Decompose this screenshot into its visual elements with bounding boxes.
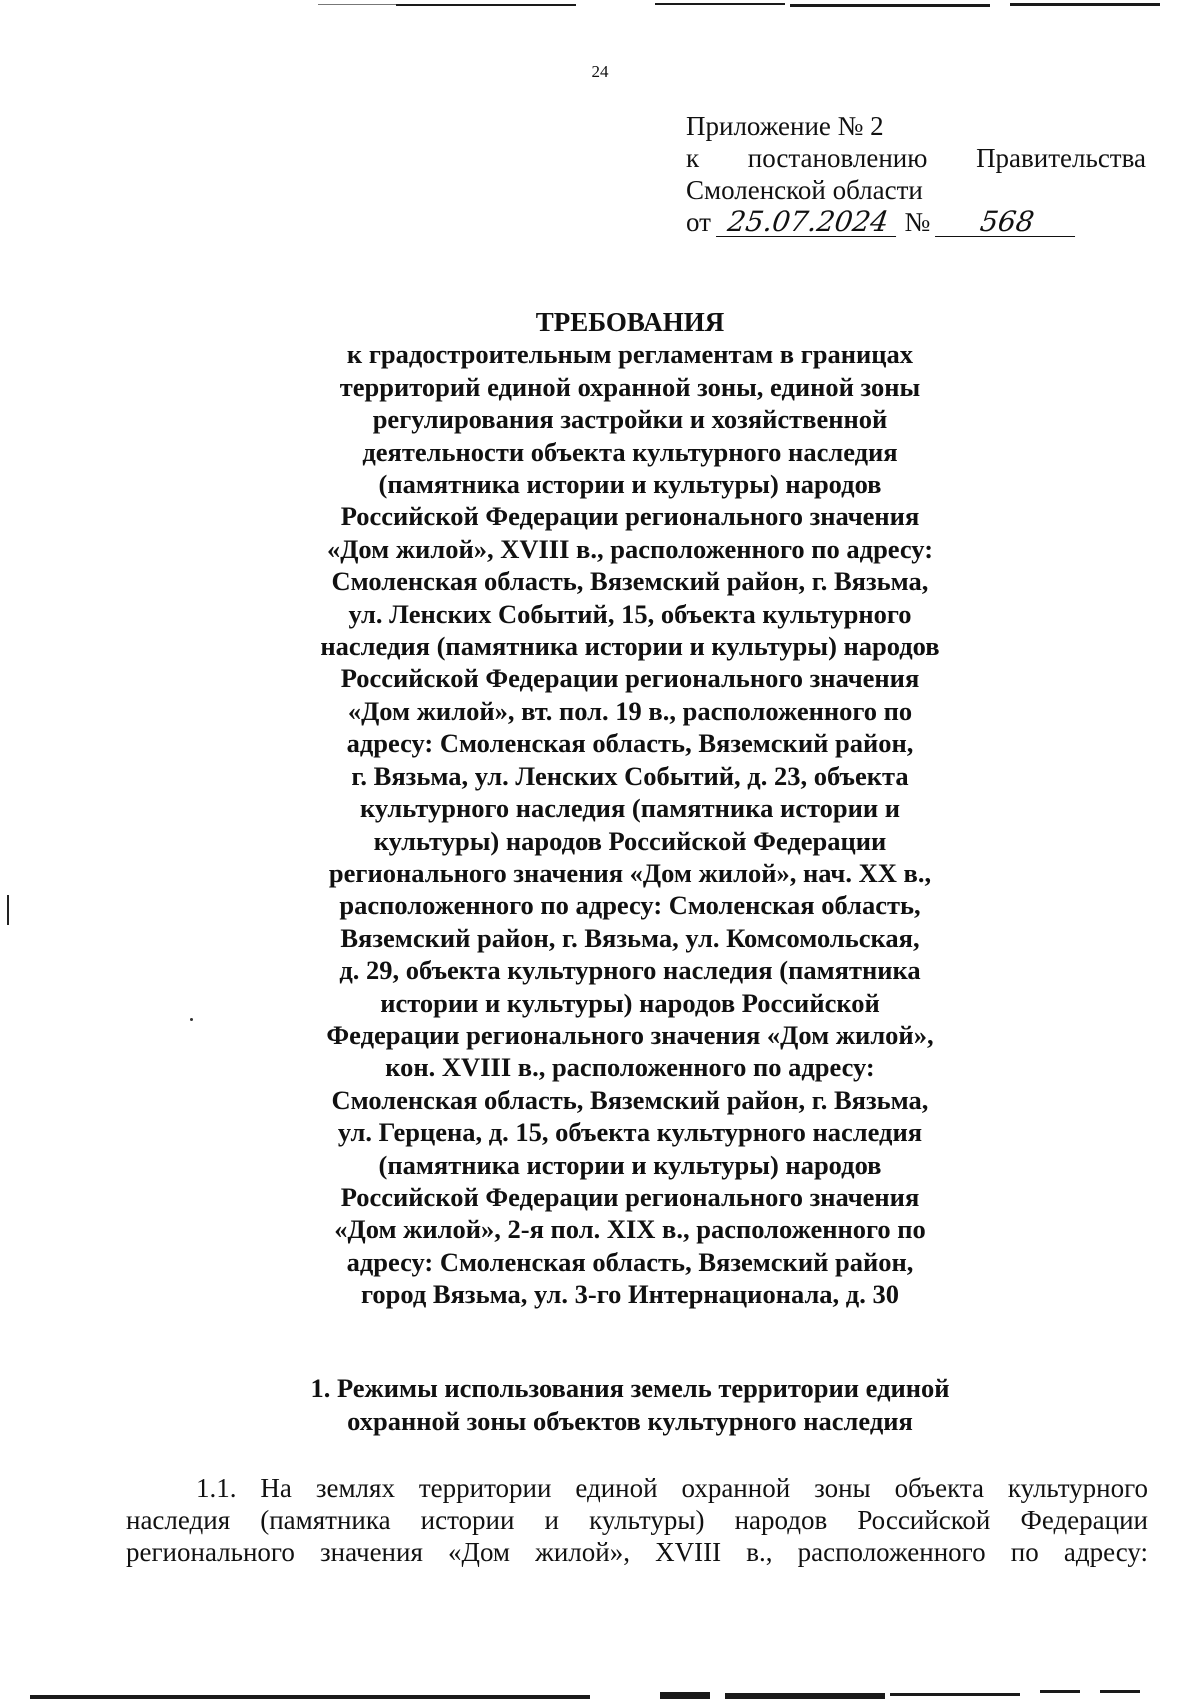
title-line: город Вязьма, ул. 3-го Интернационала, д. 30 xyxy=(361,1279,899,1310)
section-heading xyxy=(200,1372,1060,1438)
title-line: «Дом жилой», 2-я пол. XIX в., расположенного по xyxy=(334,1214,926,1245)
scan-artifact-bottom-6 xyxy=(1100,1690,1140,1693)
appendix-line-1: Приложение № 2 xyxy=(686,111,884,141)
page-number: 24 xyxy=(591,62,609,81)
title-line: «Дом жилой», вт. пол. 19 в., расположенного по xyxy=(347,695,913,726)
scan-artifact-bottom-4 xyxy=(890,1693,1020,1696)
handwritten-date: 25.07.2024 xyxy=(716,208,900,237)
paragraph-line: 1.1. На землях территории единой охранной зоны объекта культурного xyxy=(196,1473,1148,1503)
number-sign: № xyxy=(904,207,931,237)
appendix-word-government: Правительства xyxy=(976,143,1146,173)
appendix-line-2 xyxy=(686,142,1146,174)
title-heading: ТРЕБОВАНИЯ xyxy=(535,307,725,337)
appendix-date-number-line xyxy=(686,206,1146,238)
scan-artifact-top-5 xyxy=(1010,3,1160,6)
appendix-word-k: к xyxy=(686,143,700,173)
paragraph-line: наследия (памятника истории и культуры) народов Российской Федерации xyxy=(126,1505,1148,1535)
title-line: адресу: Смоленская область, Вяземский район, xyxy=(346,1246,914,1277)
title-line: (памятника истории и культуры) народов xyxy=(378,469,882,500)
title-line: наследия (памятника истории и культуры) народов xyxy=(320,631,940,662)
speck xyxy=(190,1018,193,1021)
paragraph-line: регионального значения «Дом жилой», XVIII в., расположенного по адресу: xyxy=(126,1537,1148,1567)
title-line: д. 29, объекта культурного наследия (памятника xyxy=(339,955,921,986)
title-line: кон. XVIII в., расположенного по адресу: xyxy=(385,1052,875,1083)
title-line: г. Вязьма, ул. Ленских Событий, д. 23, объекта xyxy=(351,760,909,791)
title-line: Смоленская область, Вяземский район, г. Вязьма, xyxy=(331,566,929,597)
title-line: расположенного по адресу: Смоленская область, xyxy=(339,890,921,921)
title-line: регулирования застройки и хозяйственной xyxy=(372,404,888,435)
title-line: регионального значения «Дом жилой», нач. XX в., xyxy=(328,857,932,888)
title-line: к градостроительным регламентам в границах xyxy=(346,339,914,370)
title-line: истории и культуры) народов Российской xyxy=(380,987,880,1018)
title-line: «Дом жилой», XVIII в., расположенного по адресу: xyxy=(326,533,934,564)
appendix-line-3: Смоленской области xyxy=(686,175,923,205)
title-line: Российской Федерации регионального значения xyxy=(340,663,920,694)
section-heading-line: охранной зоны объектов культурного наследия xyxy=(347,1406,913,1436)
title-line: Федерации регионального значения «Дом жилой», xyxy=(326,1019,934,1050)
title-line: ул. Ленских Событий, 15, объекта культурного xyxy=(348,598,912,629)
title-line: деятельности объекта культурного наследия xyxy=(362,436,898,467)
scan-artifact-bottom-5 xyxy=(1040,1690,1080,1693)
section-heading-line: 1. Режимы использования земель территории единой xyxy=(310,1373,950,1403)
paragraph-1-1 xyxy=(126,1472,1148,1568)
title-line: культуры) народов Российской Федерации xyxy=(373,825,887,856)
document-title xyxy=(200,306,1060,1311)
title-line: территорий единой охранной зоны, единой зоны xyxy=(339,371,921,402)
date-prefix: от xyxy=(686,207,711,237)
title-line: Вяземский район, г. Вязьма, ул. Комсомольская, xyxy=(340,922,920,953)
scan-artifact-top-2 xyxy=(396,4,576,6)
title-line: адресу: Смоленская область, Вяземский район, xyxy=(346,728,914,759)
scan-artifact-bottom-2 xyxy=(660,1692,710,1699)
scan-artifact-top-3 xyxy=(655,3,785,5)
scan-artifact-bottom-3 xyxy=(725,1693,885,1699)
scan-artifact-top-4 xyxy=(790,4,990,7)
title-line: Российской Федерации регионального значения xyxy=(340,501,920,532)
handwritten-number: 568 xyxy=(935,208,1079,237)
title-line: культурного наследия (памятника истории и xyxy=(359,793,901,824)
title-line: ул. Герцена, д. 15, объекта культурного наследия xyxy=(337,1117,923,1148)
scan-artifact-bottom-1 xyxy=(30,1695,590,1699)
margin-mark xyxy=(7,895,9,925)
appendix-word-decree: постановлению xyxy=(747,143,928,173)
appendix-block xyxy=(686,110,1146,238)
title-line: Смоленская область, Вяземский район, г. Вязьма, xyxy=(331,1084,929,1115)
title-line: Российской Федерации регионального значения xyxy=(340,1181,920,1212)
title-line: (памятника истории и культуры) народов xyxy=(378,1149,882,1180)
